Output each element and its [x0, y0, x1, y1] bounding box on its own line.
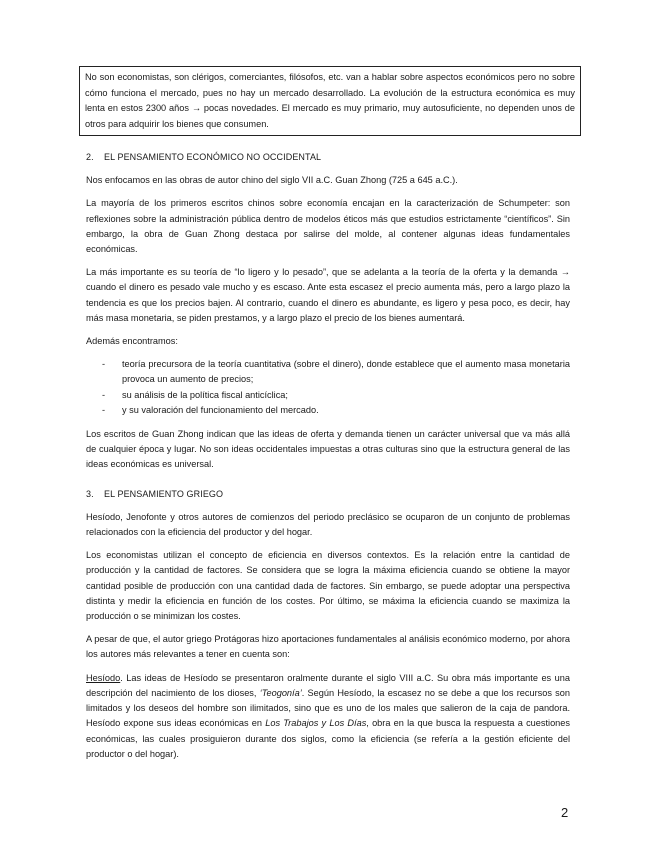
list-item — [86, 357, 570, 387]
hesiodo-text-2: . Según Hesíodo, la escasez no se debe a que los recursos son limitados y los deseos del hombre son ilimitados, sino que es uno de los males que salieron de la caja de pandora. Hesíodo expone sus ideas económicas en — [86, 687, 570, 729]
list-item-text: su análisis de la política fiscal anticíclica; — [122, 389, 288, 400]
section-3-paragraph-3: A pesar de que, el autor griego Protágoras hizo aportaciones fundamentales al análisis económico moderno, por ahora los autores más relevantes a tener en cuenta son: — [86, 634, 570, 660]
bullet-dash: - — [102, 404, 106, 415]
section-3-paragraph-2: Los economistas utilizan el concepto de eficiencia en diversos contextos. Es la relación entre la cantidad de producción y la cantidad de factores. Se considera que se logra la máxima eficiencia cuando se obtiene la mayor cantidad posible de producción con una cantidad dada de factores. Sin embargo, se puede adoptar una perspectiva distinta y medir la eficiencia en función de los costes. Por último, se máxima la eficiencia cuando se maximiza la producción o se minimizan los costes. — [86, 550, 570, 622]
intro-box — [79, 66, 581, 136]
trabajos-dias-title: Los Trabajos y Los Días — [265, 718, 367, 729]
page-number: 2 — [561, 805, 569, 820]
section-2-title: EL PENSAMIENTO ECONÓMICO NO OCCIDENTAL — [104, 152, 322, 162]
list-item-text: teoría precursora de la teoría cuantitativa (sobre el dinero), donde establece que el aumento masa monetaria provoca un aumento de precios; — [122, 359, 570, 385]
section-3-heading — [86, 487, 570, 502]
section-2-number: 2. — [86, 152, 94, 162]
section-2-paragraph-2: La mayoría de los primeros escritos chinos sobre economía encajan en la caracterización de Schumpeter: son reflexiones sobre la administración pública dentro de modelos éticos más que estudios estrictamente “científicos”. Sin embargo, la obra de Guan Zhong destaca por salirse del molde, al contener algunas ideas fundamentales económicas. — [86, 198, 570, 255]
section-2-paragraph-5: Los escritos de Guan Zhong indican que las ideas de oferta y demanda tienen un carácter universal que va más allá de cualquier época y lugar. No son ideas occidentales impuestas a otras culturas sino que la estructura general de las ideas económicas es universal. — [86, 429, 570, 470]
hesiodo-text-3: , obra en la que busca la respuesta a cuestiones económicas, las cuales prosiguieron durante dos siglos, como la eficiencia (se refería a la gestión eficiente del productor o del hogar). — [86, 718, 570, 759]
bullet-dash: - — [102, 359, 106, 370]
list-item — [86, 388, 570, 403]
list-item-text: y su valoración del funcionamiento del mercado. — [122, 404, 319, 415]
teogonia-title: ‘Teogonía’ — [259, 687, 302, 698]
section-2-paragraph-3: La más importante es su teoría de “lo ligero y lo pesado”, que se adelanta a la teoría de la oferta y la demanda → cuando el dinero es pesado vale mucho y es escaso. Ante esta escasez el precio aumenta más, pero a largo plazo la tendencia es que los precios bajen. Al contrario, cuando el dinero es abundante, es ligero y pesa poco, es decir, hay más masa monetaria, se piden prestamos, y a largo plazo el precio de los bienes aumentará. — [86, 267, 570, 323]
bullet-dash: - — [102, 389, 106, 400]
section-3-number: 3. — [86, 488, 94, 499]
section-2-paragraph-4: Además encontramos: — [86, 336, 178, 347]
section-2-paragraph-1: Nos enfocamos en las obras de autor chino del siglo VII a.C. Guan Zhong (725 a 645 a.C.). — [86, 175, 458, 186]
hesiodo-name: Hesíodo — [86, 672, 121, 683]
section-3-paragraph-hesiodo — [86, 671, 570, 762]
list-item — [86, 403, 570, 418]
document-body — [86, 150, 570, 770]
section-2-bullet-list — [86, 357, 570, 418]
section-2-heading — [86, 150, 570, 165]
section-3-paragraph-1: Hesíodo, Jenofonte y otros autores de comienzos del periodo preclásico se ocuparon de un conjunto de problemas relacionados con la eficiencia del productor y del hogar. — [86, 511, 570, 538]
section-3-title: EL PENSAMIENTO GRIEGO — [104, 488, 224, 499]
intro-box-text: No son economistas, son clérigos, comerciantes, filósofos, etc. van a hablar sobre aspectos económicos pero no sobre cómo funciona el mercado, pues no hay un mercado desarrollado. La evolución de la estructura económica es muy lenta en estos 2300 años → pocas novedades. El mercado es muy primario, muy autosuficiente, no dependen unos de otros para adquirir los bienes que consumen. — [85, 72, 575, 129]
hesiodo-text-1: . Las ideas de Hesíodo se presentaron oralmente durante el siglo VIII a.C. Su obra más importante es una descripción del nacimiento de los dioses, — [86, 672, 570, 698]
